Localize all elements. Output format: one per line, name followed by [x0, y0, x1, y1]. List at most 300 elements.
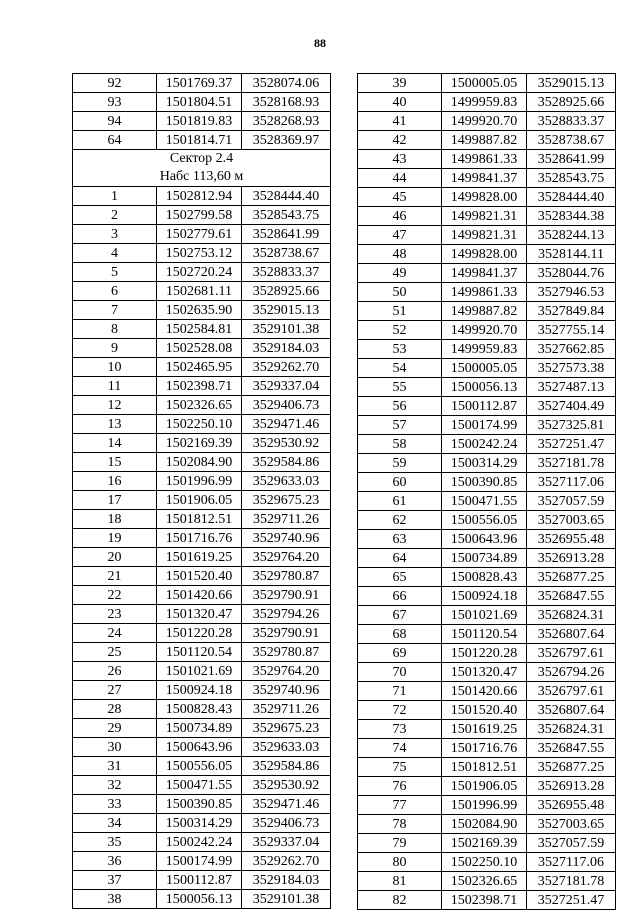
x-coordinate-cell: 1501716.76 [157, 529, 242, 548]
y-coordinate-cell: 3527487.13 [527, 378, 616, 397]
x-coordinate-cell: 1500556.05 [442, 511, 527, 530]
point-number-cell: 54 [358, 359, 442, 378]
table-row [73, 681, 331, 700]
point-number-cell: 44 [358, 169, 442, 188]
x-coordinate-cell: 1500112.87 [157, 871, 242, 890]
table-row [358, 74, 616, 93]
table-row [358, 359, 616, 378]
table-row [73, 491, 331, 510]
y-coordinate-cell: 3529406.73 [242, 396, 331, 415]
y-coordinate-cell: 3529101.38 [242, 320, 331, 339]
y-coordinate-cell: 3527946.53 [527, 283, 616, 302]
table-row [73, 339, 331, 358]
table-row [358, 188, 616, 207]
point-number-cell: 21 [73, 567, 157, 586]
x-coordinate-cell: 1500924.18 [442, 587, 527, 606]
right-table-rows [358, 74, 616, 910]
point-number-cell: 64 [358, 549, 442, 568]
point-number-cell: 75 [358, 758, 442, 777]
x-coordinate-cell: 1502720.24 [157, 263, 242, 282]
point-number-cell: 77 [358, 796, 442, 815]
x-coordinate-cell: 1502326.65 [442, 872, 527, 891]
table-row [358, 169, 616, 188]
y-coordinate-cell: 3527003.65 [527, 815, 616, 834]
table-row [358, 530, 616, 549]
table-row [358, 853, 616, 872]
point-number-cell: 45 [358, 188, 442, 207]
y-coordinate-cell: 3526955.48 [527, 530, 616, 549]
x-coordinate-cell: 1501819.83 [157, 112, 242, 131]
x-coordinate-cell: 1499920.70 [442, 321, 527, 340]
x-coordinate-cell: 1501420.66 [442, 682, 527, 701]
point-number-cell: 56 [358, 397, 442, 416]
table-row [358, 872, 616, 891]
table-row [73, 453, 331, 472]
x-coordinate-cell: 1502326.65 [157, 396, 242, 415]
x-coordinate-cell: 1500242.24 [442, 435, 527, 454]
point-number-cell: 1 [73, 187, 157, 206]
point-number-cell: 2 [73, 206, 157, 225]
table-row [358, 131, 616, 150]
table-row [73, 112, 331, 131]
table-row [358, 473, 616, 492]
y-coordinate-cell: 3526797.61 [527, 682, 616, 701]
point-number-cell: 17 [73, 491, 157, 510]
table-row [73, 282, 331, 301]
y-coordinate-cell: 3527755.14 [527, 321, 616, 340]
table-row [358, 397, 616, 416]
table-row [358, 720, 616, 739]
y-coordinate-cell: 3528738.67 [527, 131, 616, 150]
table-row [358, 891, 616, 910]
point-number-cell: 60 [358, 473, 442, 492]
x-coordinate-cell: 1501320.47 [442, 663, 527, 682]
point-number-cell: 32 [73, 776, 157, 795]
y-coordinate-cell: 3526807.64 [527, 701, 616, 720]
y-coordinate-cell: 3529780.87 [242, 567, 331, 586]
table-row [73, 396, 331, 415]
y-coordinate-cell: 3529530.92 [242, 776, 331, 795]
point-number-cell: 22 [73, 586, 157, 605]
y-coordinate-cell: 3529015.13 [242, 301, 331, 320]
point-number-cell: 29 [73, 719, 157, 738]
point-number-cell: 25 [73, 643, 157, 662]
y-coordinate-cell: 3527662.85 [527, 340, 616, 359]
point-number-cell: 23 [73, 605, 157, 624]
point-number-cell: 15 [73, 453, 157, 472]
table-row [358, 264, 616, 283]
x-coordinate-cell: 1501220.28 [157, 624, 242, 643]
point-number-cell: 73 [358, 720, 442, 739]
y-coordinate-cell: 3527057.59 [527, 492, 616, 511]
y-coordinate-cell: 3527057.59 [527, 834, 616, 853]
x-coordinate-cell: 1501996.99 [157, 472, 242, 491]
x-coordinate-cell: 1501996.99 [442, 796, 527, 815]
table-row [73, 510, 331, 529]
y-coordinate-cell: 3527573.38 [527, 359, 616, 378]
y-coordinate-cell: 3529184.03 [242, 871, 331, 890]
x-coordinate-cell: 1500643.96 [157, 738, 242, 757]
y-coordinate-cell: 3529740.96 [242, 681, 331, 700]
x-coordinate-cell: 1501906.05 [442, 777, 527, 796]
y-coordinate-cell: 3529675.23 [242, 719, 331, 738]
x-coordinate-cell: 1500005.05 [442, 74, 527, 93]
table-row [73, 529, 331, 548]
point-number-cell: 94 [73, 112, 157, 131]
x-coordinate-cell: 1502084.90 [442, 815, 527, 834]
y-coordinate-cell: 3529471.46 [242, 795, 331, 814]
y-coordinate-cell: 3526824.31 [527, 720, 616, 739]
y-coordinate-cell: 3529530.92 [242, 434, 331, 453]
table-row [73, 187, 331, 206]
table-row [73, 700, 331, 719]
x-coordinate-cell: 1499828.00 [442, 188, 527, 207]
point-number-cell: 50 [358, 283, 442, 302]
x-coordinate-cell: 1499841.37 [442, 264, 527, 283]
y-coordinate-cell: 3529633.03 [242, 472, 331, 491]
x-coordinate-cell: 1502250.10 [442, 853, 527, 872]
x-coordinate-cell: 1500390.85 [442, 473, 527, 492]
x-coordinate-cell: 1501520.40 [442, 701, 527, 720]
table-row [73, 472, 331, 491]
table-row [73, 93, 331, 112]
x-coordinate-cell: 1502681.11 [157, 282, 242, 301]
y-coordinate-cell: 3526797.61 [527, 644, 616, 663]
y-coordinate-cell: 3527404.49 [527, 397, 616, 416]
table-row [358, 587, 616, 606]
y-coordinate-cell: 3529711.26 [242, 510, 331, 529]
point-number-cell: 38 [73, 890, 157, 909]
point-number-cell: 71 [358, 682, 442, 701]
table-row [73, 131, 331, 150]
table-row [73, 871, 331, 890]
x-coordinate-cell: 1501769.37 [157, 74, 242, 93]
y-coordinate-cell: 3528444.40 [242, 187, 331, 206]
point-number-cell: 69 [358, 644, 442, 663]
x-coordinate-cell: 1502635.90 [157, 301, 242, 320]
table-row [358, 454, 616, 473]
y-coordinate-cell: 3528925.66 [242, 282, 331, 301]
y-coordinate-cell: 3527117.06 [527, 853, 616, 872]
y-coordinate-cell: 3528641.99 [527, 150, 616, 169]
table-row [73, 548, 331, 567]
table-row [358, 739, 616, 758]
left-table-top-rows [73, 74, 331, 150]
table-row [358, 416, 616, 435]
y-coordinate-cell: 3528543.75 [527, 169, 616, 188]
y-coordinate-cell: 3529262.70 [242, 358, 331, 377]
coordinates-table-right [357, 73, 616, 910]
y-coordinate-cell: 3526847.55 [527, 739, 616, 758]
point-number-cell: 57 [358, 416, 442, 435]
point-number-cell: 14 [73, 434, 157, 453]
sector-height: Набс 113,60 м [159, 169, 244, 184]
table-row [358, 93, 616, 112]
x-coordinate-cell: 1502812.94 [157, 187, 242, 206]
sector-header-row [73, 150, 331, 187]
x-coordinate-cell: 1502799.58 [157, 206, 242, 225]
table-row [358, 150, 616, 169]
table-row [358, 663, 616, 682]
x-coordinate-cell: 1501619.25 [442, 720, 527, 739]
x-coordinate-cell: 1500734.89 [442, 549, 527, 568]
table-row [73, 833, 331, 852]
point-number-cell: 66 [358, 587, 442, 606]
x-coordinate-cell: 1502398.71 [442, 891, 527, 910]
y-coordinate-cell: 3527117.06 [527, 473, 616, 492]
y-coordinate-cell: 3529406.73 [242, 814, 331, 833]
y-coordinate-cell: 3529337.04 [242, 833, 331, 852]
table-row [358, 815, 616, 834]
x-coordinate-cell: 1502779.61 [157, 225, 242, 244]
y-coordinate-cell: 3529740.96 [242, 529, 331, 548]
table-row [358, 340, 616, 359]
table-row [358, 568, 616, 587]
table-row [358, 302, 616, 321]
table-row [73, 890, 331, 909]
x-coordinate-cell: 1499861.33 [442, 150, 527, 169]
x-coordinate-cell: 1502169.39 [157, 434, 242, 453]
x-coordinate-cell: 1501716.76 [442, 739, 527, 758]
x-coordinate-cell: 1501120.54 [157, 643, 242, 662]
x-coordinate-cell: 1500242.24 [157, 833, 242, 852]
point-number-cell: 10 [73, 358, 157, 377]
point-number-cell: 59 [358, 454, 442, 473]
table-row [73, 586, 331, 605]
point-number-cell: 41 [358, 112, 442, 131]
y-coordinate-cell: 3526807.64 [527, 625, 616, 644]
point-number-cell: 20 [73, 548, 157, 567]
point-number-cell: 43 [358, 150, 442, 169]
y-coordinate-cell: 3526913.28 [527, 549, 616, 568]
point-number-cell: 4 [73, 244, 157, 263]
y-coordinate-cell: 3529184.03 [242, 339, 331, 358]
point-number-cell: 78 [358, 815, 442, 834]
table-row [358, 112, 616, 131]
point-number-cell: 27 [73, 681, 157, 700]
table-row [73, 377, 331, 396]
point-number-cell: 39 [358, 74, 442, 93]
y-coordinate-cell: 3527003.65 [527, 511, 616, 530]
y-coordinate-cell: 3529633.03 [242, 738, 331, 757]
point-number-cell: 67 [358, 606, 442, 625]
y-coordinate-cell: 3528144.11 [527, 245, 616, 264]
table-row [73, 643, 331, 662]
y-coordinate-cell: 3526913.28 [527, 777, 616, 796]
table-row [73, 225, 331, 244]
table-row [358, 796, 616, 815]
y-coordinate-cell: 3527181.78 [527, 454, 616, 473]
x-coordinate-cell: 1500314.29 [157, 814, 242, 833]
table-row [73, 814, 331, 833]
point-number-cell: 70 [358, 663, 442, 682]
x-coordinate-cell: 1501021.69 [442, 606, 527, 625]
point-number-cell: 72 [358, 701, 442, 720]
x-coordinate-cell: 1500734.89 [157, 719, 242, 738]
x-coordinate-cell: 1499821.31 [442, 226, 527, 245]
x-coordinate-cell: 1501520.40 [157, 567, 242, 586]
point-number-cell: 58 [358, 435, 442, 454]
point-number-cell: 62 [358, 511, 442, 530]
x-coordinate-cell: 1500828.43 [157, 700, 242, 719]
point-number-cell: 82 [358, 891, 442, 910]
table-row [358, 492, 616, 511]
y-coordinate-cell: 3529262.70 [242, 852, 331, 871]
table-row [73, 74, 331, 93]
x-coordinate-cell: 1501812.51 [157, 510, 242, 529]
x-coordinate-cell: 1502169.39 [442, 834, 527, 853]
point-number-cell: 48 [358, 245, 442, 264]
y-coordinate-cell: 3529790.91 [242, 586, 331, 605]
x-coordinate-cell: 1502250.10 [157, 415, 242, 434]
y-coordinate-cell: 3528369.97 [242, 131, 331, 150]
sector-header-cell [73, 150, 331, 187]
y-coordinate-cell: 3529794.26 [242, 605, 331, 624]
y-coordinate-cell: 3527849.84 [527, 302, 616, 321]
point-number-cell: 9 [73, 339, 157, 358]
point-number-cell: 30 [73, 738, 157, 757]
x-coordinate-cell: 1500390.85 [157, 795, 242, 814]
table-row [73, 662, 331, 681]
y-coordinate-cell: 3528738.67 [242, 244, 331, 263]
x-coordinate-cell: 1500056.13 [442, 378, 527, 397]
point-number-cell: 26 [73, 662, 157, 681]
y-coordinate-cell: 3528344.38 [527, 207, 616, 226]
point-number-cell: 61 [358, 492, 442, 511]
x-coordinate-cell: 1499841.37 [442, 169, 527, 188]
point-number-cell: 33 [73, 795, 157, 814]
point-number-cell: 53 [358, 340, 442, 359]
point-number-cell: 35 [73, 833, 157, 852]
x-coordinate-cell: 1499861.33 [442, 283, 527, 302]
x-coordinate-cell: 1500112.87 [442, 397, 527, 416]
point-number-cell: 74 [358, 739, 442, 758]
y-coordinate-cell: 3529337.04 [242, 377, 331, 396]
table-row [73, 320, 331, 339]
table-row [73, 244, 331, 263]
x-coordinate-cell: 1501220.28 [442, 644, 527, 663]
x-coordinate-cell: 1500174.99 [157, 852, 242, 871]
table-row [358, 625, 616, 644]
point-number-cell: 34 [73, 814, 157, 833]
y-coordinate-cell: 3528168.93 [242, 93, 331, 112]
sector-header [73, 150, 331, 187]
y-coordinate-cell: 3528833.37 [242, 263, 331, 282]
y-coordinate-cell: 3527251.47 [527, 435, 616, 454]
x-coordinate-cell: 1501320.47 [157, 605, 242, 624]
table-row [73, 852, 331, 871]
page-number: 88 [314, 36, 326, 50]
point-number-cell: 92 [73, 74, 157, 93]
x-coordinate-cell: 1500556.05 [157, 757, 242, 776]
table-row [73, 301, 331, 320]
x-coordinate-cell: 1501906.05 [157, 491, 242, 510]
point-number-cell: 49 [358, 264, 442, 283]
point-number-cell: 76 [358, 777, 442, 796]
y-coordinate-cell: 3528925.66 [527, 93, 616, 112]
x-coordinate-cell: 1499821.31 [442, 207, 527, 226]
point-number-cell: 40 [358, 93, 442, 112]
x-coordinate-cell: 1500314.29 [442, 454, 527, 473]
table-row [358, 682, 616, 701]
x-coordinate-cell: 1501021.69 [157, 662, 242, 681]
point-number-cell: 68 [358, 625, 442, 644]
point-number-cell: 6 [73, 282, 157, 301]
table-row [358, 283, 616, 302]
y-coordinate-cell: 3529711.26 [242, 700, 331, 719]
table-row [73, 795, 331, 814]
point-number-cell: 7 [73, 301, 157, 320]
table-row [358, 226, 616, 245]
y-coordinate-cell: 3528074.06 [242, 74, 331, 93]
point-number-cell: 3 [73, 225, 157, 244]
y-coordinate-cell: 3528244.13 [527, 226, 616, 245]
point-number-cell: 12 [73, 396, 157, 415]
x-coordinate-cell: 1500174.99 [442, 416, 527, 435]
y-coordinate-cell: 3526877.25 [527, 758, 616, 777]
sector-title: Сектор 2.4 [169, 151, 234, 166]
x-coordinate-cell: 1499828.00 [442, 245, 527, 264]
y-coordinate-cell: 3529764.20 [242, 548, 331, 567]
point-number-cell: 31 [73, 757, 157, 776]
table-row [358, 511, 616, 530]
point-number-cell: 81 [358, 872, 442, 891]
y-coordinate-cell: 3529780.87 [242, 643, 331, 662]
x-coordinate-cell: 1499887.82 [442, 131, 527, 150]
y-coordinate-cell: 3528044.76 [527, 264, 616, 283]
y-coordinate-cell: 3526877.25 [527, 568, 616, 587]
table-row [73, 738, 331, 757]
y-coordinate-cell: 3528833.37 [527, 112, 616, 131]
x-coordinate-cell: 1501420.66 [157, 586, 242, 605]
point-number-cell: 24 [73, 624, 157, 643]
x-coordinate-cell: 1499920.70 [442, 112, 527, 131]
table-row [358, 777, 616, 796]
x-coordinate-cell: 1499959.83 [442, 93, 527, 112]
table-row [73, 567, 331, 586]
table-row [358, 321, 616, 340]
y-coordinate-cell: 3528543.75 [242, 206, 331, 225]
y-coordinate-cell: 3529015.13 [527, 74, 616, 93]
y-coordinate-cell: 3528268.93 [242, 112, 331, 131]
table-row [73, 719, 331, 738]
x-coordinate-cell: 1500005.05 [442, 359, 527, 378]
x-coordinate-cell: 1502084.90 [157, 453, 242, 472]
x-coordinate-cell: 1500471.55 [442, 492, 527, 511]
x-coordinate-cell: 1502398.71 [157, 377, 242, 396]
point-number-cell: 64 [73, 131, 157, 150]
x-coordinate-cell: 1500471.55 [157, 776, 242, 795]
y-coordinate-cell: 3529584.86 [242, 757, 331, 776]
point-number-cell: 5 [73, 263, 157, 282]
x-coordinate-cell: 1500924.18 [157, 681, 242, 700]
point-number-cell: 18 [73, 510, 157, 529]
table-row [358, 378, 616, 397]
x-coordinate-cell: 1500828.43 [442, 568, 527, 587]
table-row [73, 206, 331, 225]
point-number-cell: 51 [358, 302, 442, 321]
y-coordinate-cell: 3529584.86 [242, 453, 331, 472]
y-coordinate-cell: 3527181.78 [527, 872, 616, 891]
y-coordinate-cell: 3526847.55 [527, 587, 616, 606]
x-coordinate-cell: 1501619.25 [157, 548, 242, 567]
point-number-cell: 13 [73, 415, 157, 434]
point-number-cell: 52 [358, 321, 442, 340]
x-coordinate-cell: 1501812.51 [442, 758, 527, 777]
table-row [73, 624, 331, 643]
point-number-cell: 63 [358, 530, 442, 549]
x-coordinate-cell: 1499887.82 [442, 302, 527, 321]
